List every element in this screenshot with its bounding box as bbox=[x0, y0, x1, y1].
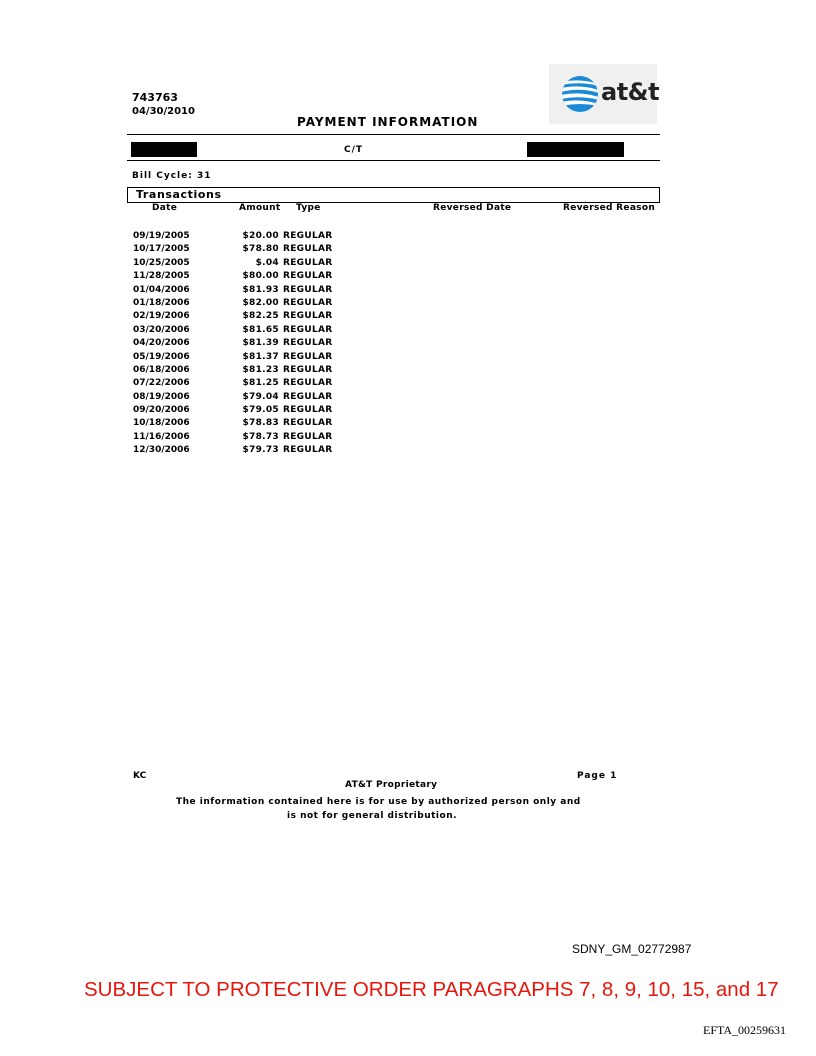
account-number: 743763 bbox=[132, 91, 178, 104]
table-row bbox=[133, 432, 433, 445]
table-row bbox=[133, 352, 433, 365]
cell-date: 11/16/2006 bbox=[133, 431, 190, 442]
cell-amount: $79.05 bbox=[242, 405, 279, 416]
page-title: PAYMENT INFORMATION bbox=[297, 115, 479, 129]
cell-type: REGULAR bbox=[283, 445, 333, 456]
table-row bbox=[133, 392, 433, 405]
table-row bbox=[133, 338, 433, 351]
cell-type: REGULAR bbox=[283, 297, 333, 308]
cell-amount: $80.00 bbox=[242, 271, 279, 282]
transactions-table bbox=[133, 231, 433, 459]
divider bbox=[127, 134, 660, 135]
column-header-reversed-date: Reversed Date bbox=[433, 203, 512, 213]
cell-type: REGULAR bbox=[283, 418, 333, 429]
cell-date: 10/18/2006 bbox=[133, 418, 190, 429]
column-header-amount: Amount bbox=[239, 203, 281, 213]
cell-amount: $78.80 bbox=[242, 244, 279, 255]
column-header-date: Date bbox=[152, 203, 178, 213]
cell-amount: $79.04 bbox=[242, 391, 279, 402]
efta-number: EFTA_00259631 bbox=[703, 1023, 787, 1037]
bates-number: SDNY_GM_02772987 bbox=[572, 942, 692, 956]
cell-type: REGULAR bbox=[283, 311, 333, 322]
proprietary-label: AT&T Proprietary bbox=[345, 780, 438, 790]
transactions-label: Transactions bbox=[136, 188, 222, 201]
table-row bbox=[133, 418, 433, 431]
cell-type: REGULAR bbox=[283, 378, 333, 389]
column-header-type: Type bbox=[296, 203, 321, 213]
table-row bbox=[133, 258, 433, 271]
table-row bbox=[133, 378, 433, 391]
globe-icon bbox=[561, 75, 599, 113]
att-logo-text: at&t bbox=[601, 78, 660, 106]
cell-amount: $81.23 bbox=[242, 364, 279, 375]
table-row bbox=[133, 244, 433, 257]
cell-type: REGULAR bbox=[283, 284, 333, 295]
cell-type: REGULAR bbox=[283, 431, 333, 442]
cell-type: REGULAR bbox=[283, 405, 333, 416]
cell-amount: $.04 bbox=[255, 257, 279, 268]
table-row bbox=[133, 271, 433, 284]
cell-date: 03/20/2006 bbox=[133, 324, 190, 335]
protective-order-stamp: SUBJECT TO PROTECTIVE ORDER PARAGRAPHS 7, 8, 9, 10, 15, and 17 bbox=[84, 978, 779, 1001]
cell-date: 04/20/2006 bbox=[133, 338, 190, 349]
cell-date: 01/04/2006 bbox=[133, 284, 190, 295]
table-row bbox=[133, 285, 433, 298]
cell-date: 12/30/2006 bbox=[133, 445, 190, 456]
att-logo bbox=[549, 64, 660, 124]
table-row bbox=[133, 298, 433, 311]
cell-type: REGULAR bbox=[283, 324, 333, 335]
cell-type: REGULAR bbox=[283, 338, 333, 349]
cell-date: 02/19/2006 bbox=[133, 311, 190, 322]
cell-amount: $81.39 bbox=[242, 338, 279, 349]
divider bbox=[127, 160, 660, 161]
table-row bbox=[133, 231, 433, 244]
cell-type: REGULAR bbox=[283, 244, 333, 255]
cell-date: 10/17/2005 bbox=[133, 244, 190, 255]
page-number: Page 1 bbox=[577, 771, 618, 781]
report-date: 04/30/2010 bbox=[132, 106, 195, 117]
bill-cycle: Bill Cycle: 31 bbox=[132, 171, 212, 181]
cell-amount: $81.93 bbox=[242, 284, 279, 295]
cell-amount: $82.00 bbox=[242, 297, 279, 308]
table-row bbox=[133, 365, 433, 378]
cell-type: REGULAR bbox=[283, 231, 333, 241]
cell-amount: $78.83 bbox=[242, 418, 279, 429]
cell-amount: $82.25 bbox=[242, 311, 279, 322]
cell-date: 10/25/2005 bbox=[133, 257, 190, 268]
cell-amount: $20.00 bbox=[242, 231, 279, 241]
cell-amount: $81.37 bbox=[242, 351, 279, 362]
column-header-reversed-reason: Reversed Reason bbox=[563, 203, 656, 213]
cell-type: REGULAR bbox=[283, 391, 333, 402]
confidentiality-notice-line2: is not for general distribution. bbox=[287, 811, 458, 821]
cell-amount: $81.65 bbox=[242, 324, 279, 335]
cell-type: REGULAR bbox=[283, 364, 333, 375]
redaction-box bbox=[131, 142, 197, 157]
cell-amount: $81.25 bbox=[242, 378, 279, 389]
redaction-box bbox=[527, 142, 624, 157]
cell-type: REGULAR bbox=[283, 351, 333, 362]
table-row bbox=[133, 311, 433, 324]
cell-type: REGULAR bbox=[283, 257, 333, 268]
cell-date: 01/18/2006 bbox=[133, 297, 190, 308]
table-row bbox=[133, 445, 433, 458]
cell-date: 11/28/2005 bbox=[133, 271, 190, 282]
cell-amount: $79.73 bbox=[242, 445, 279, 456]
cell-type: REGULAR bbox=[283, 271, 333, 282]
table-row bbox=[133, 405, 433, 418]
ct-label: C/T bbox=[344, 145, 364, 155]
confidentiality-notice-line1: The information contained here is for use by authorized person only and bbox=[176, 797, 581, 807]
cell-date: 07/22/2006 bbox=[133, 378, 190, 389]
cell-date: 05/19/2006 bbox=[133, 351, 190, 362]
table-row bbox=[133, 325, 433, 338]
cell-date: 09/20/2006 bbox=[133, 405, 190, 416]
cell-date: 08/19/2006 bbox=[133, 391, 190, 402]
cell-date: 06/18/2006 bbox=[133, 364, 190, 375]
footer-initials: KC bbox=[133, 771, 147, 781]
cell-date: 09/19/2005 bbox=[133, 231, 190, 241]
cell-amount: $78.73 bbox=[242, 431, 279, 442]
